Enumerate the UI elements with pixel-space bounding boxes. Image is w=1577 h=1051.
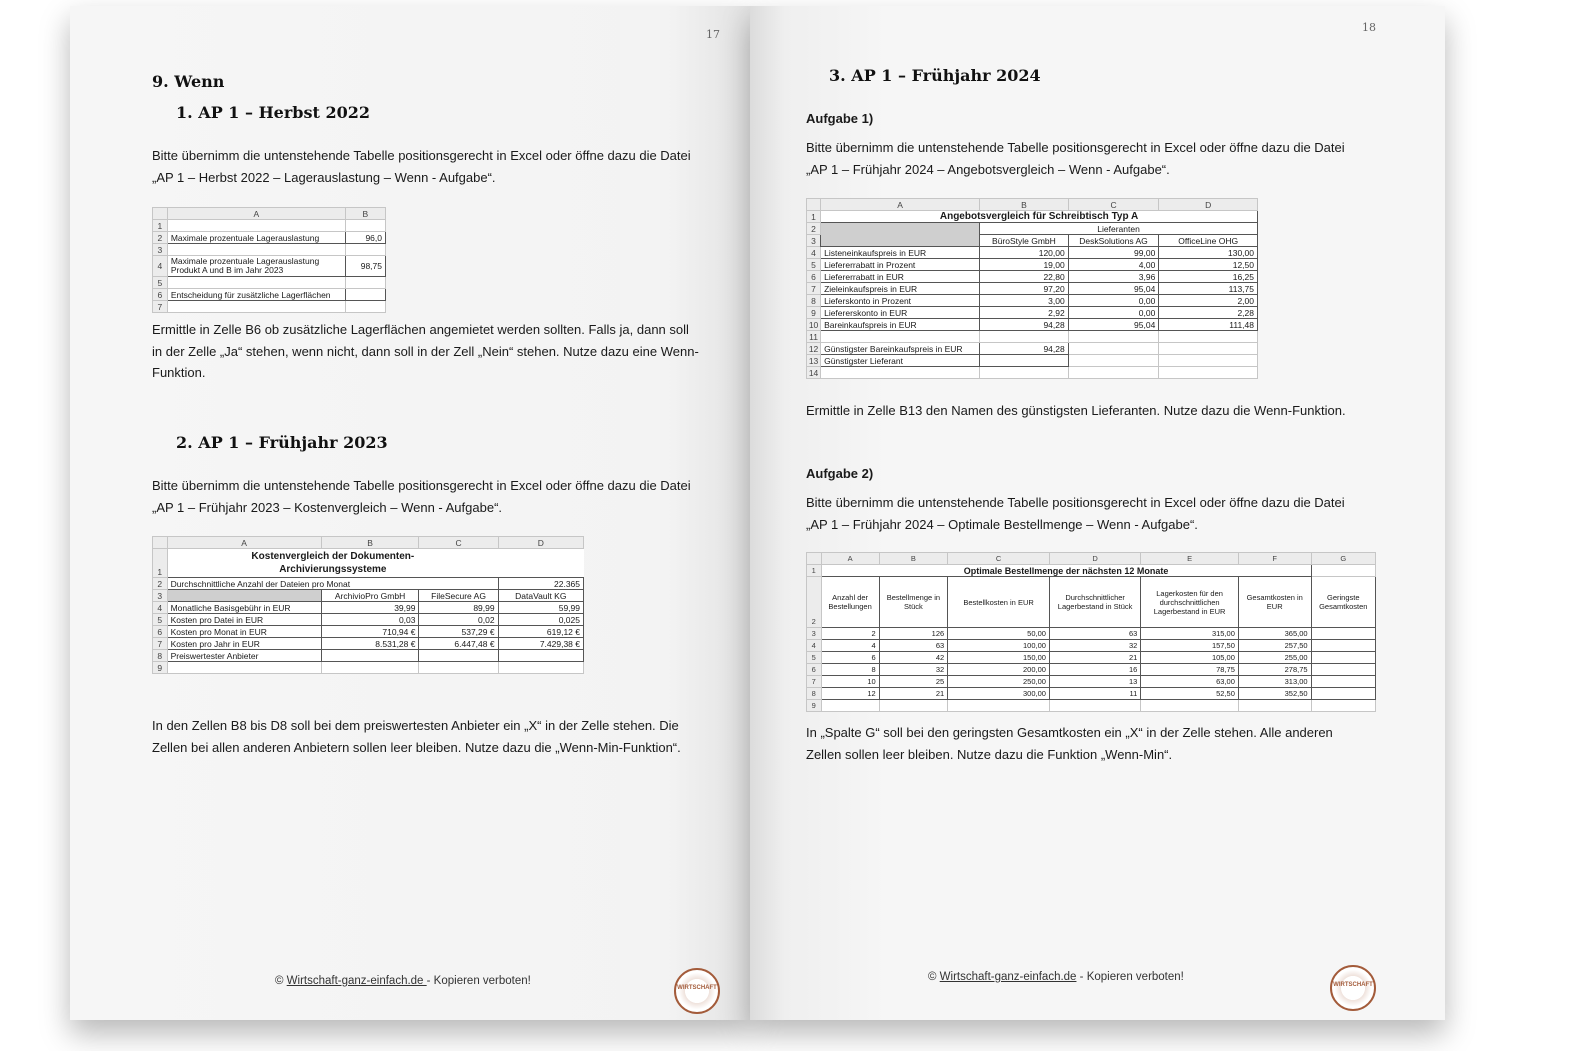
task-label: Aufgabe 2) — [806, 466, 874, 481]
table-title: Kostenvergleich der Dokumenten- — [251, 551, 415, 562]
seal-logo-icon: WIRTSCHAFT — [1330, 965, 1376, 1011]
table-row: 5 6 42 150,00 21 105,00 255,00 — [807, 652, 1376, 664]
table-row: 4 4 63 100,00 32 157,50 257,50 — [807, 640, 1376, 652]
table-row: 6 Entscheidung für zusätzliche Lagerflächen — [153, 289, 386, 301]
intro-paragraph: Bitte übernimm die untenstehende Tabelle positionsgerecht in Excel oder öffne dazu die Datei „AP 1 – Frühjahr 2024 – Optimale Bestellmenge – Wenn - Aufgabe“. — [806, 495, 1345, 532]
footer-link[interactable]: Wirtschaft-ganz-einfach.de — [286, 975, 427, 987]
table-row: 1 — [153, 220, 386, 232]
table-row: 7 10 25 250,00 13 63,00 313,00 — [807, 676, 1376, 688]
column-header-row: A B C D — [807, 199, 1258, 211]
table-row: 2 Lieferanten — [807, 223, 1258, 235]
table-row: 9 Liefererskonto in EUR 2,92 0,00 2,28 — [807, 307, 1258, 319]
table-row: 3 2 126 50,00 63 315,00 365,00 — [807, 628, 1376, 640]
table-row: 12 Günstigster Bareinkaufspreis in EUR 94,28 — [807, 343, 1258, 355]
excel-table-kostenvergleich — [152, 536, 584, 674]
task-paragraph: In den Zellen B8 bis D8 soll bei dem preiswertesten Anbieter ein „X“ in der Zelle stehen. Die Zellen bei allen anderen Anbietern sollen leer bleiben. Nutze dazu die „Wenn-Min-Funktion“. — [152, 718, 681, 755]
footer-copyright: © Wirtschaft-ganz-einfach.de - Kopieren verboten! — [275, 975, 531, 987]
table-row: 2 Maximale prozentuale Lagerauslastung 96,0 — [153, 232, 386, 244]
table-title-row: 1 Kostenvergleich der Dokumenten- Archivierungssysteme — [153, 549, 584, 578]
intro-paragraph: Bitte übernimm die untenstehende Tabelle positionsgerecht in Excel oder öffne dazu die Datei „AP 1 – Frühjahr 2023 – Kostenvergleich – Wenn - Aufgabe“. — [152, 478, 691, 515]
footer-copyright: © Wirtschaft-ganz-einfach.de - Kopieren verboten! — [928, 971, 1184, 983]
table-row: 14 — [807, 367, 1258, 379]
table-row: 7 Zieleinkaufspreis in EUR 97,20 95,04 113,75 — [807, 283, 1258, 295]
table-title: Optimale Bestellmenge der nächsten 12 Monate — [821, 565, 1311, 577]
table-title-row: 1 Optimale Bestellmenge der nächsten 12 Monate — [807, 565, 1376, 577]
table-row: 8 12 21 300,00 11 52,50 352,50 — [807, 688, 1376, 700]
column-header-row: A B C D — [153, 537, 584, 549]
section-title: 1. AP 1 – Herbst 2022 — [176, 103, 370, 122]
table-header-row: 2 Anzahl der Bestellungen Bestellmenge in Stück Bestellkosten in EUR Durchschnittlicher Lagerbestand in Stück Lagerkosten für den durchschnittlichen Lagerbestand in EUR Gesamtkosten in EUR Geringste Gesamtkosten — [807, 577, 1376, 628]
table-row: 6 Liefererrabatt in EUR 22,80 3,96 16,25 — [807, 271, 1258, 283]
left-page — [70, 6, 750, 1020]
section-title: 2. AP 1 – Frühjahr 2023 — [176, 433, 388, 452]
table-row: 4 Listeneinkaufspreis in EUR 120,00 99,00 130,00 — [807, 247, 1258, 259]
task-paragraph: In „Spalte G“ soll bei den geringsten Gesamtkosten ein „X“ in der Zelle stehen. Alle anderen Zellen sollen leer bleiben. Nutze dazu die Funktion „Wenn-Min“. — [806, 725, 1333, 762]
excel-table-angebotsvergleich — [806, 198, 1258, 379]
table-row: 7 — [153, 301, 386, 313]
table-row: 4 Maximale prozentuale Lagerauslastung Produkt A und B im Jahr 2023 98,75 — [153, 256, 386, 277]
table-row: 5 — [153, 277, 386, 289]
table-row: 11 — [807, 331, 1258, 343]
column-header-row: A B C D E F G — [807, 553, 1376, 565]
table-row: 7 Kosten pro Jahr in EUR 8.531,28 € 6.447,48 € 7.429,38 € — [153, 638, 584, 650]
table-row: 5 Liefererrabatt in Prozent 19,00 4,00 12,50 — [807, 259, 1258, 271]
chapter-title: 9. Wenn — [152, 72, 225, 91]
right-page — [750, 6, 1445, 1020]
intro-paragraph: Bitte übernimm die untenstehende Tabelle positionsgerecht in Excel oder öffne dazu die Datei „AP 1 – Frühjahr 2024 – Angebotsvergleich – Wenn - Aufgabe“. — [806, 140, 1345, 177]
table-row: 6 Kosten pro Monat in EUR 710,94 € 537,29 € 619,12 € — [153, 626, 584, 638]
table-row: 10 Bareinkaufspreis in EUR 94,28 95,04 111,48 — [807, 319, 1258, 331]
table-row: 3 — [153, 244, 386, 256]
table-row: 3 BüroStyle GmbH DeskSolutions AG OfficeLine OHG — [807, 235, 1258, 247]
table-title-row: 1 Angebotsvergleich für Schreibtisch Typ A — [807, 211, 1258, 223]
intro-paragraph: Bitte übernimm die untenstehende Tabelle positionsgerecht in Excel oder öffne dazu die Datei „AP 1 – Herbst 2022 – Lagerauslastung – Wenn - Aufgabe“. — [152, 148, 691, 185]
table-row: 3 ArchivioPro GmbH FileSecure AG DataVault KG — [153, 590, 584, 602]
seal-logo-icon: WIRTSCHAFT — [674, 968, 720, 1014]
page-number: 17 — [706, 28, 720, 41]
column-header-row: A B — [153, 208, 386, 220]
footer-link[interactable]: Wirtschaft-ganz-einfach.de — [939, 971, 1077, 983]
excel-table-lagerauslastung — [152, 207, 386, 313]
table-row: 6 8 32 200,00 16 78,75 278,75 — [807, 664, 1376, 676]
task-paragraph: Ermittle in Zelle B6 ob zusätzliche Lagerflächen angemietet werden sollten. Falls ja, dann soll in der Zelle „Ja“ stehen, wenn nicht, dann soll in der Zell „Nein“ stehen. Nutze dazu eine Wenn- Funktion. — [152, 322, 699, 380]
table-row: 2 Durchschnittliche Anzahl der Dateien pro Monat 22.365 — [153, 578, 584, 590]
table-row: 13 Günstigster Lieferant — [807, 355, 1258, 367]
table-row: 8 Preiswertester Anbieter — [153, 650, 584, 662]
table-row: 5 Kosten pro Datei in EUR 0,03 0,02 0,025 — [153, 614, 584, 626]
page-number: 18 — [1362, 21, 1376, 34]
section-title: 3. AP 1 – Frühjahr 2024 — [829, 66, 1041, 85]
table-row: 8 Lieferskonto in Prozent 3,00 0,00 2,00 — [807, 295, 1258, 307]
table-row: 9 — [807, 700, 1376, 712]
task-label: Aufgabe 1) — [806, 111, 874, 126]
excel-table-bestellmenge — [806, 552, 1376, 712]
task-paragraph: Ermittle in Zelle B13 den Namen des günstigsten Lieferanten. Nutze dazu die Wenn-Funktion. — [806, 403, 1346, 418]
table-row: 4 Monatliche Basisgebühr in EUR 39,99 89,99 59,99 — [153, 602, 584, 614]
table-row: 9 — [153, 662, 584, 674]
table-title: Angebotsvergleich für Schreibtisch Typ A — [821, 211, 1258, 223]
